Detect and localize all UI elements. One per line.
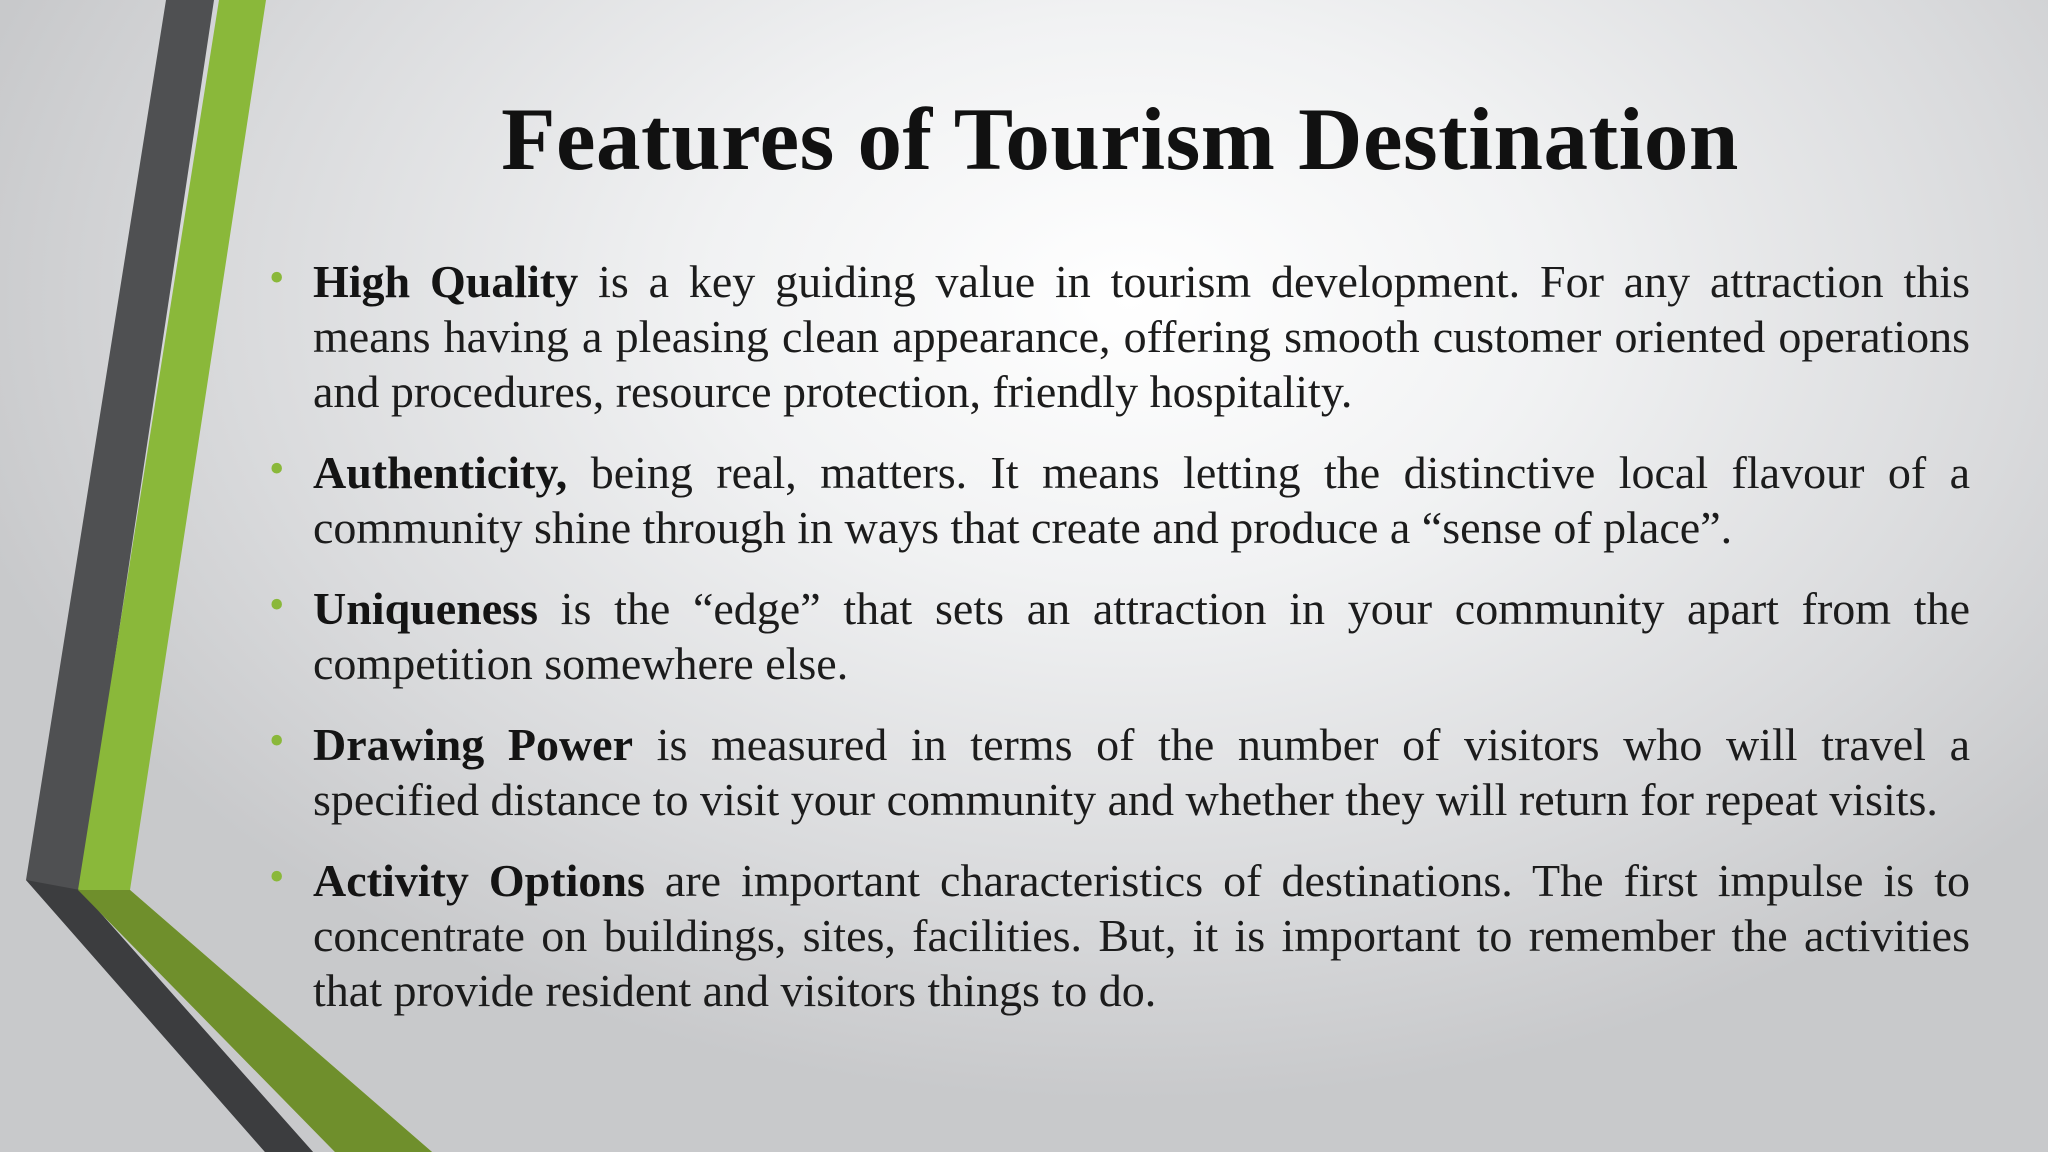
- bullet-text: is a key guiding value in tourism development. For any attraction this means having a pleasing clean appearance, offering smooth customer oriented operations and procedures, resource protection, friendly hospitality.: [313, 256, 1970, 417]
- bullet-text: is the “edge” that sets an attraction in your community apart from the competition somewhere else.: [313, 583, 1970, 689]
- bullet-icon: •: [269, 852, 285, 901]
- bullet-list: [269, 253, 1970, 1044]
- bullet-term: Authenticity,: [313, 447, 568, 498]
- bullet-icon: •: [269, 580, 285, 629]
- bullet-icon: •: [269, 444, 285, 493]
- bullet-icon: •: [269, 716, 285, 765]
- slide-title: Features of Tourism Destination: [501, 91, 1739, 189]
- bullet-text: being real, matters. It means letting the distinctive local flavour of a community shine through in ways that create and produce a “sense of place”.: [313, 447, 1970, 553]
- bullet-text: are important characteristics of destinations. The first impulse is to concentrate on buildings, sites, facilities. But, it is important to remember the activities that provide resident and visitors things to do.: [313, 855, 1970, 1016]
- bullet-high-quality: [269, 253, 1970, 419]
- bullet-authenticity: [269, 444, 1970, 555]
- bullet-term: Activity Options: [313, 855, 645, 906]
- bullet-text: is measured in terms of the number of visitors who will travel a specified distance to visit your community and whether they will return for repeat visits.: [313, 719, 1970, 825]
- bullet-term: High Quality: [313, 256, 579, 307]
- bullet-uniqueness: [269, 580, 1970, 691]
- bullet-term: Uniqueness: [313, 583, 538, 634]
- bullet-drawing-power: [269, 716, 1970, 827]
- bullet-icon: •: [269, 253, 285, 302]
- bullet-term: Drawing Power: [313, 719, 634, 770]
- bullet-activity-options: [269, 852, 1970, 1018]
